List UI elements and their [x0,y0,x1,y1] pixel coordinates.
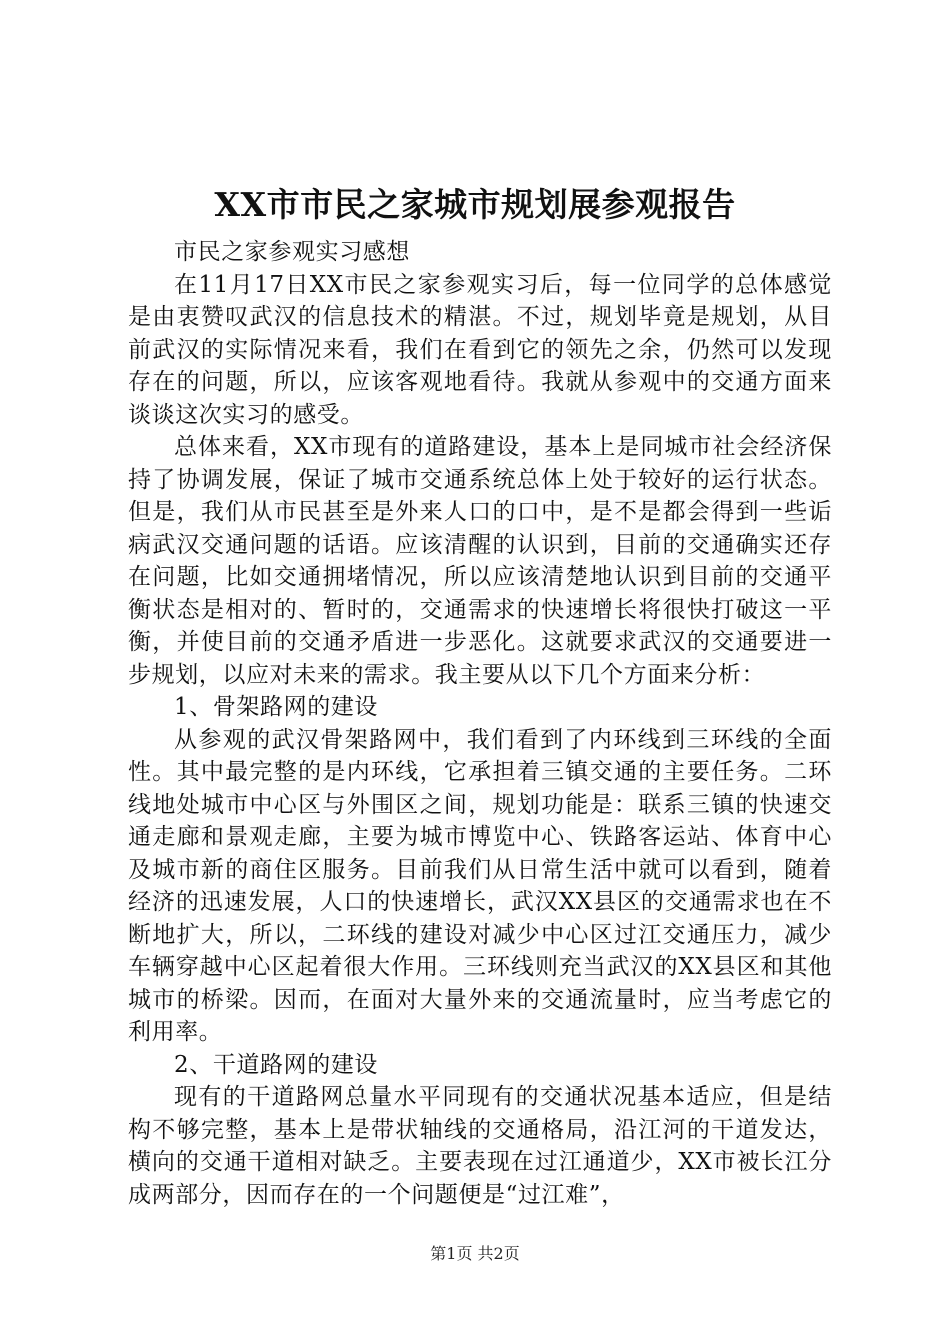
document-title: XX市市民之家城市规划展参观报告 [214,185,736,224]
paragraph-intro: 在11月17日XX市民之家参观实习后，每一位同学的总体感觉是由衷赞叹武汉的信息技术的精湛。不过，规划毕竟是规划，从目前武汉的实际情况来看，我们在看到它的领先之余，仍然可以发现存在的问题，所以，应该客观地看待。我就从参观中的交通方面来谈谈这次实习的感受。 [128,271,832,428]
paragraph-skeleton-network: 从参观的武汉骨架路网中，我们看到了内环线到三环线的全面性。其中最完整的是内环线，它承担着三镇交通的主要任务。二环线地处城市中心区与外围区之间，规划功能是：联系三镇的快速交通走廊和景观走廊，主要为城市博览中心、铁路客运站、体育中心及城市新的商住区服务。目前我们从日常生活中就可以看到，随着经济的迅速发展，人口的快速增长，武汉XX县区的交通需求也在不断地扩大，所以，二环线的建设对减少中心区过江交通压力，减少车辆穿越中心区起着很大作用。三环线则充当武汉的XX县区和其他城市的桥梁。因而，在面对大量外来的交通流量时，应当考虑它的利用率。 [128,726,832,1045]
paragraph-trunk-network: 现有的干道路网总量水平同现有的交通状况基本适应，但是结构不够完整，基本上是带状轴线的交通格局，沿江河的干道发达，横向的交通干道相对缺乏。主要表现在过江通道少，XX市被长江分成两部分，因而存在的一个问题便是“过江难”， [128,1084,832,1208]
document-body [128,236,832,1211]
paragraph-subtitle: 市民之家参观实习感想 [174,239,410,265]
paragraph-overview: 总体来看，XX市现有的道路建设，基本上是同城市社会经济保持了协调发展，保证了城市交通系统总体上处于较好的运行状态。但是，我们从市民甚至是外来人口的口中，是不是都会得到一些诟病武汉交通问题的话语。应该清醒的认识到，目前的交通确实还存在问题，比如交通拥堵情况，所以应该清楚地认识到目前的交通平衡状态是相对的、暂时的，交通需求的快速增长将很快打破这一平衡，并使目前的交通矛盾进一步恶化。这就要求武汉的交通要进一步规划，以应对未来的需求。我主要从以下几个方面来分析： [128,434,832,688]
section-heading-skeleton-network: 1、骨架路网的建设 [174,694,379,720]
section-heading-trunk-network: 2、干道路网的建设 [174,1051,379,1078]
page-footer: 第1页 共2页 [430,1244,520,1263]
